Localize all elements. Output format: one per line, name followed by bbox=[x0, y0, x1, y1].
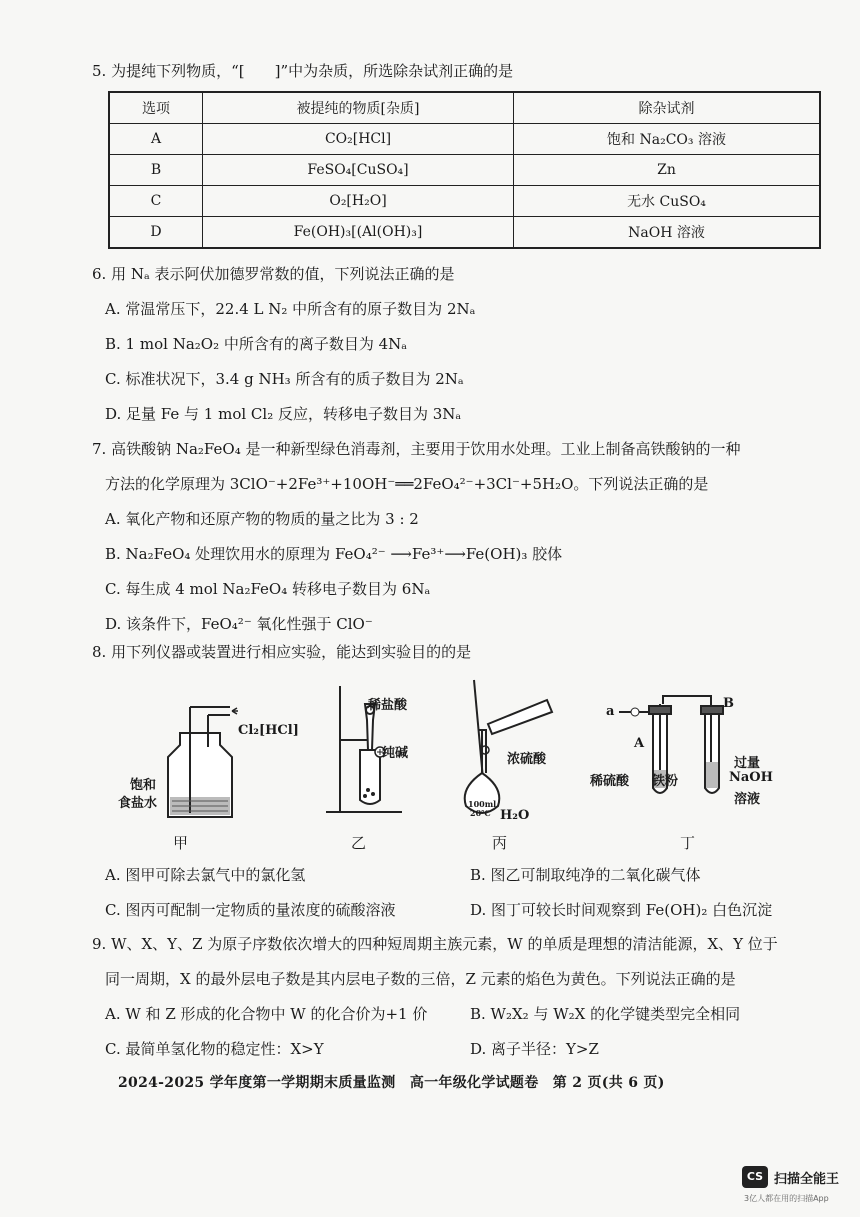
table-cell: Zn bbox=[514, 155, 821, 186]
table-cell: 饱和 Na₂CO₃ 溶液 bbox=[514, 124, 821, 155]
table-cell: C bbox=[109, 186, 203, 217]
fig-ding-B-label: B bbox=[723, 696, 734, 711]
fig-ding-base-label-1: 过量 bbox=[734, 756, 761, 771]
scanner-name: 扫描全能王 bbox=[774, 1172, 840, 1187]
q9-stem-line1: 9. W、X、Y、Z 为原子序数依次增大的四种短周期主族元素，W 的单质是理想的清洁能源，X、Y 位于 bbox=[92, 935, 778, 953]
q9-option-b: B. W₂X₂ 与 W₂X 的化学键类型完全相同 bbox=[470, 1005, 741, 1023]
scanner-slogan: 3亿人都在用的扫描App bbox=[744, 1194, 829, 1203]
q9-option-c: C. 最简单氢化物的稳定性：X>Y bbox=[105, 1040, 324, 1058]
fig-jia-label: 甲 bbox=[173, 834, 189, 852]
table-cell: D bbox=[109, 217, 203, 249]
fig-ding-iron-label: 铁粉 bbox=[652, 774, 679, 789]
fig-bing-flask-temp: 20℃ bbox=[470, 808, 491, 818]
fig-jia-liquid-label-2: 食盐水 bbox=[118, 796, 158, 811]
q8-option-b: B. 图乙可制取纯净的二氧化碳气体 bbox=[470, 866, 701, 884]
table-header: 被提纯的物质[杂质] bbox=[203, 92, 514, 124]
fig-bing-label: 丙 bbox=[492, 834, 508, 852]
q6-option-c: C. 标准状况下，3.4 g NH₃ 所含有的质子数目为 2Nₐ bbox=[105, 370, 464, 388]
fig-bing-flask-volume: 100ml bbox=[468, 799, 497, 809]
q7-stem-line2: 方法的化学原理为 3ClO⁻+2Fe³⁺+10OH⁻══2FeO₄²⁻+3Cl⁻+5H₂O。下列说法正确的是 bbox=[105, 475, 709, 493]
fig-yi-label: 乙 bbox=[351, 834, 367, 852]
q6-option-d: D. 足量 Fe 与 1 mol Cl₂ 反应，转移电子数目为 3Nₐ bbox=[105, 405, 462, 423]
q9-option-a: A. W 和 Z 形成的化合物中 W 的化合价为+1 价 bbox=[105, 1005, 428, 1023]
q7-option-b: B. Na₂FeO₄ 处理饮用水的原理为 FeO₄²⁻ ⟶Fe³⁺⟶Fe(OH)₃ 胶体 bbox=[105, 545, 563, 563]
table-row bbox=[109, 155, 820, 186]
q8-option-a: A. 图甲可除去氯气中的氯化氢 bbox=[105, 866, 306, 884]
q6-option-a: A. 常温常压下，22.4 L N₂ 中所含有的原子数目为 2Nₐ bbox=[105, 300, 476, 318]
fig-ding-A-label: A bbox=[634, 736, 645, 751]
q6-stem: 6. 用 Nₐ 表示阿伏加德罗常数的值，下列说法正确的是 bbox=[92, 265, 455, 283]
fig-ding-a-label: a bbox=[606, 704, 615, 719]
fig-ding-base-label-3: 溶液 bbox=[734, 792, 761, 807]
q8-option-d: D. 图丁可较长时间观察到 Fe(OH)₂ 白色沉淀 bbox=[470, 901, 773, 919]
table-header: 选项 bbox=[109, 92, 203, 124]
fig-ding-label: 丁 bbox=[680, 834, 696, 852]
q7-option-d: D. 该条件下，FeO₄²⁻ 氧化性强于 ClO⁻ bbox=[105, 615, 373, 633]
q6-option-b: B. 1 mol Na₂O₂ 中所含有的离子数目为 4Nₐ bbox=[105, 335, 408, 353]
table-cell: A bbox=[109, 124, 203, 155]
table-header-row bbox=[109, 92, 820, 124]
table-row bbox=[109, 186, 820, 217]
fig-ding-base-label-2: NaOH bbox=[729, 770, 773, 785]
q9-option-d: D. 离子半径：Y>Z bbox=[470, 1040, 599, 1058]
fig-bing-water-label: H₂O bbox=[500, 808, 530, 823]
q7-stem-line1: 7. 高铁酸钠 Na₂FeO₄ 是一种新型绿色消毒剂，主要用于饮用水处理。工业上制备高铁酸钠的一种 bbox=[92, 440, 741, 458]
q9-stem-line2: 同一周期，X 的最外层电子数是其内层电子数的三倍，Z 元素的焰色为黄色。下列说法正确的是 bbox=[105, 970, 736, 988]
fig-bing-acid-label: 浓硫酸 bbox=[507, 752, 547, 767]
q5-stem: 5. 为提纯下列物质，“[ ]”中为杂质，所选除杂试剂正确的是 bbox=[92, 62, 514, 80]
table-row bbox=[109, 217, 820, 249]
table-cell: NaOH 溶液 bbox=[514, 217, 821, 249]
fig-jia-gas-label: Cl₂[HCl] bbox=[238, 723, 299, 738]
table-cell: B bbox=[109, 155, 203, 186]
fig-jia-liquid-label-1: 饱和 bbox=[130, 778, 157, 793]
q8-option-c: C. 图丙可配制一定物质的量浓度的硫酸溶液 bbox=[105, 901, 396, 919]
table-cell: CO₂[HCl] bbox=[203, 124, 514, 155]
table-cell: 无水 CuSO₄ bbox=[514, 186, 821, 217]
table-cell: Fe(OH)₃[(Al(OH)₃] bbox=[203, 217, 514, 249]
table-cell: O₂[H₂O] bbox=[203, 186, 514, 217]
q7-option-c: C. 每生成 4 mol Na₂FeO₄ 转移电子数目为 6Nₐ bbox=[105, 580, 431, 598]
table-cell: FeSO₄[CuSO₄] bbox=[203, 155, 514, 186]
page-footer: 2024-2025 学年度第一学期期末质量监测 高一年级化学试题卷 第 2 页(共 6 页) bbox=[118, 1075, 665, 1091]
q8-stem: 8. 用下列仪器或装置进行相应实验，能达到实验目的的是 bbox=[92, 643, 472, 661]
fig-yi-acid-label: 稀盐酸 bbox=[368, 698, 408, 713]
scanner-logo-icon: CS bbox=[742, 1166, 768, 1188]
fig-yi-solid-label: 纯碱 bbox=[382, 746, 409, 761]
fig-ding-acid-label: 稀硫酸 bbox=[590, 774, 630, 789]
q5-table bbox=[108, 91, 821, 249]
table-row bbox=[109, 124, 820, 155]
q7-option-a: A. 氧化产物和还原产物的物质的量之比为 3 : 2 bbox=[105, 510, 419, 528]
table-header: 除杂试剂 bbox=[514, 92, 821, 124]
